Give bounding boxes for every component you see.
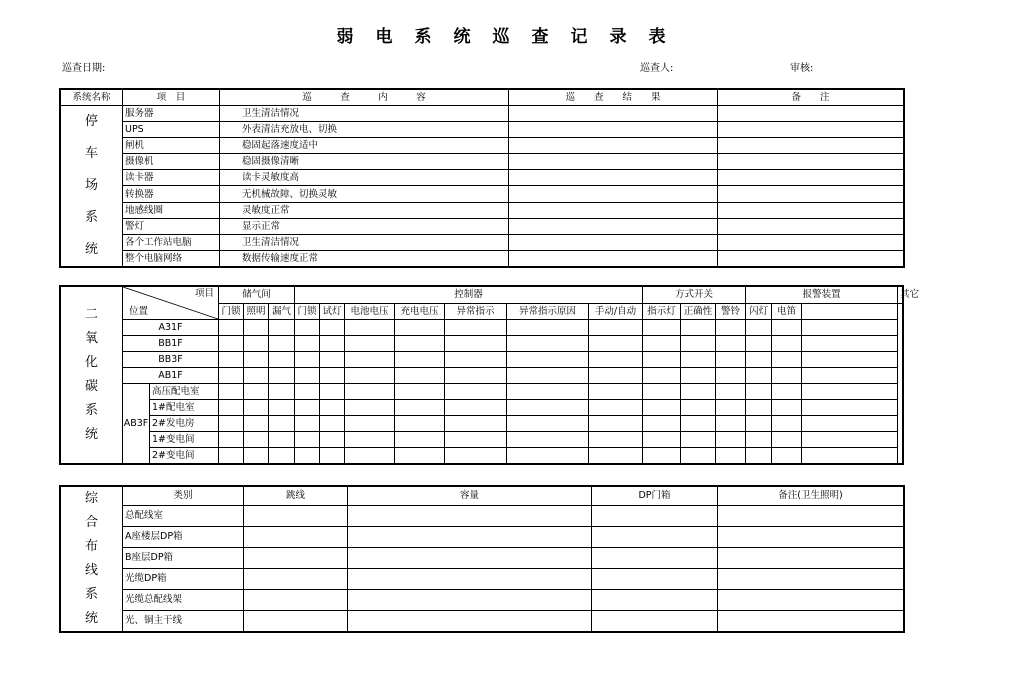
blank-cell[interactable] xyxy=(348,589,592,610)
blank-cell[interactable] xyxy=(772,320,802,336)
blank-cell[interactable] xyxy=(244,568,348,589)
sub-header-cell: 门锁 xyxy=(295,303,320,320)
table-row xyxy=(61,218,904,234)
blank-cell[interactable] xyxy=(348,505,592,526)
col-result: 巡 查 结 果 xyxy=(509,90,718,106)
group-controller: 控制器 xyxy=(295,287,643,304)
table-row xyxy=(61,384,903,400)
cabling-system-table xyxy=(60,486,904,632)
blank-cell[interactable] xyxy=(320,432,345,448)
table-row xyxy=(61,250,904,266)
blank-cell[interactable] xyxy=(509,186,718,202)
blank-cell[interactable] xyxy=(219,384,244,400)
blank-cell[interactable] xyxy=(320,400,345,416)
blank-cell[interactable] xyxy=(802,432,898,448)
table-row xyxy=(61,547,904,568)
blank-cell[interactable] xyxy=(244,416,269,432)
blank-cell[interactable] xyxy=(395,352,445,368)
col-capacity: 容量 xyxy=(348,487,592,506)
blank-cell[interactable] xyxy=(681,400,716,416)
location-cell: BB3F xyxy=(123,352,219,368)
parking-system-table xyxy=(60,89,904,267)
sub-header-cell: 充电电压 xyxy=(395,303,445,320)
blank-cell[interactable] xyxy=(345,336,395,352)
blank-cell[interactable] xyxy=(244,336,269,352)
blank-cell[interactable] xyxy=(509,250,718,266)
blank-cell[interactable] xyxy=(592,610,718,631)
blank-cell[interactable] xyxy=(295,336,320,352)
blank-cell[interactable] xyxy=(772,384,802,400)
blank-cell[interactable] xyxy=(592,589,718,610)
col-content: 巡 查 内 容 xyxy=(220,90,509,106)
blank-cell[interactable] xyxy=(269,448,295,464)
co2-side-label xyxy=(61,287,123,464)
table-row xyxy=(61,589,904,610)
blank-cell[interactable] xyxy=(681,448,716,464)
blank-cell[interactable] xyxy=(320,448,345,464)
blank-cell[interactable] xyxy=(718,170,904,186)
item-cell: 转换器 xyxy=(123,186,220,202)
blank-cell[interactable] xyxy=(772,368,802,384)
blank-cell[interactable] xyxy=(746,320,772,336)
co2-side-text: 二 氧 化 碳 系 统 xyxy=(84,307,98,442)
sub-header-cell: 正确性 xyxy=(681,303,716,320)
blank-cell[interactable] xyxy=(244,352,269,368)
category-cell: B座层DP箱 xyxy=(123,547,244,568)
blank-cell[interactable] xyxy=(718,218,904,234)
category-cell: 光缆DP箱 xyxy=(123,568,244,589)
blank-cell[interactable] xyxy=(395,368,445,384)
sub-header-cell: 漏气 xyxy=(269,303,295,320)
blank-cell[interactable] xyxy=(445,432,507,448)
blank-cell[interactable] xyxy=(269,368,295,384)
blank-cell[interactable] xyxy=(718,186,904,202)
blank-cell[interactable] xyxy=(716,368,746,384)
blank-cell[interactable] xyxy=(445,368,507,384)
blank-cell[interactable] xyxy=(772,448,802,464)
table-row xyxy=(61,505,904,526)
category-cell: 光、铜主干线 xyxy=(123,610,244,631)
room-cell: 2#变电间 xyxy=(150,448,219,464)
blank-cell[interactable] xyxy=(718,154,904,170)
blank-cell[interactable] xyxy=(716,416,746,432)
blank-cell[interactable] xyxy=(746,368,772,384)
blank-cell[interactable] xyxy=(345,416,395,432)
corner-top-label: 项目 xyxy=(194,288,214,299)
blank-cell[interactable] xyxy=(345,448,395,464)
blank-cell[interactable] xyxy=(716,336,746,352)
table-row xyxy=(61,416,903,432)
blank-cell[interactable] xyxy=(681,368,716,384)
blank-cell[interactable] xyxy=(507,432,589,448)
table-row xyxy=(61,234,904,250)
blank-cell[interactable] xyxy=(718,547,904,568)
blank-cell[interactable] xyxy=(507,400,589,416)
table-row xyxy=(61,154,904,170)
blank-cell[interactable] xyxy=(445,384,507,400)
blank-cell[interactable] xyxy=(643,416,681,432)
blank-cell[interactable] xyxy=(395,400,445,416)
location-cell: AB1F xyxy=(123,368,219,384)
blank-cell[interactable] xyxy=(802,336,898,352)
blank-cell[interactable] xyxy=(589,352,643,368)
blank-cell[interactable] xyxy=(348,568,592,589)
blank-cell[interactable] xyxy=(244,384,269,400)
blank-cell[interactable] xyxy=(320,336,345,352)
sub-header-cell: 警铃 xyxy=(716,303,746,320)
blank-cell[interactable] xyxy=(219,320,244,336)
inspector-label: 巡查人: xyxy=(640,63,674,74)
blank-cell[interactable] xyxy=(219,448,244,464)
blank-cell[interactable] xyxy=(746,416,772,432)
blank-cell[interactable] xyxy=(746,384,772,400)
blank-cell[interactable] xyxy=(345,432,395,448)
blank-cell[interactable] xyxy=(681,432,716,448)
blank-cell[interactable] xyxy=(718,122,904,138)
blank-cell[interactable] xyxy=(592,547,718,568)
sub-header-cell: 手动/自动 xyxy=(589,303,643,320)
blank-cell[interactable] xyxy=(348,610,592,631)
table-row xyxy=(61,106,904,122)
blank-cell[interactable] xyxy=(589,320,643,336)
table-row xyxy=(61,400,903,416)
blank-cell[interactable] xyxy=(320,352,345,368)
content-cell: 卫生清洁情况 xyxy=(220,234,509,250)
blank-cell[interactable] xyxy=(507,352,589,368)
page-title: 弱电系统巡查记录表 xyxy=(336,27,688,47)
blank-cell[interactable] xyxy=(445,400,507,416)
table-row xyxy=(61,202,904,218)
blank-cell[interactable] xyxy=(746,432,772,448)
blank-cell[interactable] xyxy=(509,122,718,138)
blank-cell[interactable] xyxy=(244,368,269,384)
blank-cell[interactable] xyxy=(295,416,320,432)
group-gas-room: 储气间 xyxy=(219,287,295,304)
blank-cell[interactable] xyxy=(320,368,345,384)
blank-cell[interactable] xyxy=(345,320,395,336)
category-cell: A座楼层DP箱 xyxy=(123,526,244,547)
blank-cell[interactable] xyxy=(643,320,681,336)
blank-cell[interactable] xyxy=(718,250,904,266)
table-row xyxy=(61,186,904,202)
blank-cell[interactable] xyxy=(746,448,772,464)
table-row xyxy=(61,320,903,336)
blank-cell[interactable] xyxy=(348,526,592,547)
blank-cell[interactable] xyxy=(643,400,681,416)
blank-cell[interactable] xyxy=(244,505,348,526)
blank-cell[interactable] xyxy=(395,384,445,400)
blank-cell[interactable] xyxy=(772,432,802,448)
col-patch: 跳线 xyxy=(244,487,348,506)
item-cell: UPS xyxy=(123,122,220,138)
blank-cell[interactable] xyxy=(395,320,445,336)
blank-cell[interactable] xyxy=(681,416,716,432)
blank-cell[interactable] xyxy=(445,336,507,352)
blank-cell[interactable] xyxy=(219,368,244,384)
sub-header-cell: 闪灯 xyxy=(746,303,772,320)
blank-cell[interactable] xyxy=(509,218,718,234)
category-cell: 总配线室 xyxy=(123,505,244,526)
col-remark: 备 注 xyxy=(718,90,904,106)
blank-cell[interactable] xyxy=(802,368,898,384)
blank-cell[interactable] xyxy=(320,320,345,336)
cabling-side-text: 综 合 布 线 系 统 xyxy=(84,491,98,626)
room-cell: 1#配电室 xyxy=(150,400,219,416)
item-cell: 地感线圈 xyxy=(123,202,220,218)
blank-cell[interactable] xyxy=(509,202,718,218)
sub-header-cell: 试灯 xyxy=(320,303,345,320)
item-cell: 整个电脑网络 xyxy=(123,250,220,266)
blank-cell[interactable] xyxy=(643,368,681,384)
blank-cell[interactable] xyxy=(295,384,320,400)
group-mode-switch: 方式开关 xyxy=(643,287,746,304)
blank-cell[interactable] xyxy=(718,234,904,250)
content-cell: 稳固起落速度适中 xyxy=(220,138,509,154)
blank-cell[interactable] xyxy=(445,448,507,464)
blank-cell[interactable] xyxy=(681,336,716,352)
room-cell: 2#发电房 xyxy=(150,416,219,432)
blank-cell[interactable] xyxy=(718,568,904,589)
blank-cell[interactable] xyxy=(716,432,746,448)
blank-cell[interactable] xyxy=(718,202,904,218)
blank-cell[interactable] xyxy=(244,526,348,547)
blank-cell[interactable] xyxy=(716,400,746,416)
sub-header-cell: 照明 xyxy=(244,303,269,320)
blank-cell[interactable] xyxy=(681,320,716,336)
table-row xyxy=(61,122,904,138)
parking-side-text: 停 车 场 系 统 xyxy=(84,114,98,257)
blank-cell[interactable] xyxy=(718,505,904,526)
blank-cell[interactable] xyxy=(244,400,269,416)
category-cell: 光缆总配线架 xyxy=(123,589,244,610)
blank-cell[interactable] xyxy=(507,448,589,464)
content-cell: 显示正常 xyxy=(220,218,509,234)
blank-cell[interactable] xyxy=(716,448,746,464)
blank-cell[interactable] xyxy=(718,138,904,154)
sub-header-cell: 异常指示 xyxy=(445,303,507,320)
item-cell: 读卡器 xyxy=(123,170,220,186)
blank-cell[interactable] xyxy=(589,416,643,432)
blank-cell[interactable] xyxy=(802,320,898,336)
co2-system-table xyxy=(60,286,920,464)
blank-cell[interactable] xyxy=(295,352,320,368)
table-row xyxy=(61,170,904,186)
blank-cell[interactable] xyxy=(509,170,718,186)
blank-cell[interactable] xyxy=(802,352,898,368)
blank-cell[interactable] xyxy=(716,320,746,336)
blank-cell[interactable] xyxy=(802,448,898,464)
blank-cell[interactable] xyxy=(772,352,802,368)
col-dp-box: DP门箱 xyxy=(592,487,718,506)
blank-cell[interactable] xyxy=(395,336,445,352)
table-row xyxy=(61,432,903,448)
blank-cell[interactable] xyxy=(718,589,904,610)
blank-cell[interactable] xyxy=(345,384,395,400)
reviewer-label: 审核: xyxy=(790,63,814,74)
blank-cell[interactable] xyxy=(772,416,802,432)
table-row xyxy=(61,610,904,631)
blank-cell[interactable] xyxy=(509,138,718,154)
blank-cell[interactable] xyxy=(244,589,348,610)
blank-cell[interactable] xyxy=(269,352,295,368)
blank-cell[interactable] xyxy=(269,336,295,352)
blank-cell[interactable] xyxy=(445,416,507,432)
blank-cell[interactable] xyxy=(509,154,718,170)
blank-cell[interactable] xyxy=(219,352,244,368)
sub-header-cell: 电池电压 xyxy=(345,303,395,320)
blank-cell[interactable] xyxy=(802,384,898,400)
blank-cell[interactable] xyxy=(348,547,592,568)
location-cell: A31F xyxy=(123,320,219,336)
table-row xyxy=(61,568,904,589)
blank-cell[interactable] xyxy=(269,432,295,448)
blank-cell[interactable] xyxy=(507,320,589,336)
blank-cell[interactable] xyxy=(244,432,269,448)
blank-cell[interactable] xyxy=(802,303,898,320)
cabling-side-label xyxy=(61,487,123,632)
blank-cell[interactable] xyxy=(643,336,681,352)
blank-cell[interactable] xyxy=(507,368,589,384)
table-row xyxy=(61,352,903,368)
blank-cell[interactable] xyxy=(509,234,718,250)
blank-cell[interactable] xyxy=(507,384,589,400)
blank-cell[interactable] xyxy=(718,526,904,547)
blank-cell[interactable] xyxy=(802,416,898,432)
blank-cell[interactable] xyxy=(295,400,320,416)
blank-cell[interactable] xyxy=(681,384,716,400)
room-cell: 高压配电室 xyxy=(150,384,219,400)
sub-header-cell: 指示灯 xyxy=(643,303,681,320)
blank-cell[interactable] xyxy=(219,400,244,416)
col-item: 项 目 xyxy=(123,90,220,106)
blank-cell[interactable] xyxy=(589,336,643,352)
table-row xyxy=(61,138,904,154)
blank-cell[interactable] xyxy=(716,352,746,368)
blank-cell[interactable] xyxy=(395,448,445,464)
content-cell: 卫生清洁情况 xyxy=(220,106,509,122)
blank-cell[interactable] xyxy=(320,384,345,400)
blank-cell[interactable] xyxy=(643,352,681,368)
blank-cell[interactable] xyxy=(643,432,681,448)
blank-cell[interactable] xyxy=(589,448,643,464)
blank-cell[interactable] xyxy=(244,610,348,631)
content-cell: 外表清洁充放电、切换 xyxy=(220,122,509,138)
blank-cell[interactable] xyxy=(445,352,507,368)
blank-cell[interactable] xyxy=(592,505,718,526)
blank-cell[interactable] xyxy=(395,432,445,448)
blank-cell[interactable] xyxy=(509,106,718,122)
blank-cell[interactable] xyxy=(716,384,746,400)
blank-cell[interactable] xyxy=(219,416,244,432)
blank-cell[interactable] xyxy=(681,352,716,368)
parking-side-label xyxy=(61,106,123,267)
blank-cell[interactable] xyxy=(718,610,904,631)
blank-cell[interactable] xyxy=(269,416,295,432)
blank-cell[interactable] xyxy=(244,320,269,336)
blank-cell[interactable] xyxy=(746,336,772,352)
blank-cell[interactable] xyxy=(592,568,718,589)
blank-cell[interactable] xyxy=(772,336,802,352)
corner-bottom-label: 位置 xyxy=(129,306,149,317)
blank-cell[interactable] xyxy=(244,547,348,568)
blank-cell[interactable] xyxy=(589,368,643,384)
blank-cell[interactable] xyxy=(295,432,320,448)
content-cell: 稳固摄像清晰 xyxy=(220,154,509,170)
blank-cell[interactable] xyxy=(269,320,295,336)
col-system-name: 系统名称 xyxy=(61,90,123,106)
group-alarm: 报警装置 xyxy=(746,287,898,304)
content-cell: 无机械故障、切换灵敏 xyxy=(220,186,509,202)
blank-cell[interactable] xyxy=(320,416,345,432)
blank-cell[interactable] xyxy=(746,400,772,416)
blank-cell[interactable] xyxy=(219,432,244,448)
blank-cell[interactable] xyxy=(295,320,320,336)
blank-cell[interactable] xyxy=(345,400,395,416)
sub-header-cell: 门锁 xyxy=(219,303,244,320)
blank-cell[interactable] xyxy=(269,400,295,416)
location-cell: BB1F xyxy=(123,336,219,352)
blank-cell[interactable] xyxy=(718,106,904,122)
ab3f-label: AB3F xyxy=(123,384,150,464)
item-cell: 各个工作站电脑 xyxy=(123,234,220,250)
date-label: 巡查日期: xyxy=(62,63,106,74)
content-cell: 读卡灵敏度高 xyxy=(220,170,509,186)
blank-cell[interactable] xyxy=(507,336,589,352)
blank-cell[interactable] xyxy=(219,336,244,352)
blank-cell[interactable] xyxy=(345,352,395,368)
blank-cell[interactable] xyxy=(589,384,643,400)
sub-header-cell: 异常指示原因 xyxy=(507,303,589,320)
blank-cell[interactable] xyxy=(589,400,643,416)
room-cell: 1#变电间 xyxy=(150,432,219,448)
table-row xyxy=(61,368,903,384)
blank-cell[interactable] xyxy=(589,432,643,448)
table-row xyxy=(61,336,903,352)
blank-cell[interactable] xyxy=(507,416,589,432)
blank-cell[interactable] xyxy=(772,400,802,416)
blank-cell[interactable] xyxy=(445,320,507,336)
item-cell: 服务器 xyxy=(123,106,220,122)
table-row xyxy=(61,448,903,464)
blank-cell[interactable] xyxy=(643,384,681,400)
content-cell: 灵敏度正常 xyxy=(220,202,509,218)
item-cell: 摄像机 xyxy=(123,154,220,170)
blank-cell[interactable] xyxy=(244,448,269,464)
col-category: 类别 xyxy=(123,487,244,506)
blank-cell[interactable] xyxy=(746,352,772,368)
item-cell: 闸机 xyxy=(123,138,220,154)
table-row xyxy=(61,526,904,547)
blank-cell[interactable] xyxy=(643,448,681,464)
corner-cell xyxy=(123,287,219,320)
blank-cell[interactable] xyxy=(345,368,395,384)
blank-cell[interactable] xyxy=(295,368,320,384)
group-other: 其它 xyxy=(898,287,903,304)
blank-cell[interactable] xyxy=(592,526,718,547)
col-note: 备注(卫生照明) xyxy=(718,487,904,506)
sub-header-cell: 电笛 xyxy=(772,303,802,320)
blank-cell[interactable] xyxy=(269,384,295,400)
item-cell: 警灯 xyxy=(123,218,220,234)
blank-cell[interactable] xyxy=(395,416,445,432)
blank-cell[interactable] xyxy=(295,448,320,464)
blank-cell[interactable] xyxy=(802,400,898,416)
content-cell: 数据传输速度正常 xyxy=(220,250,509,266)
